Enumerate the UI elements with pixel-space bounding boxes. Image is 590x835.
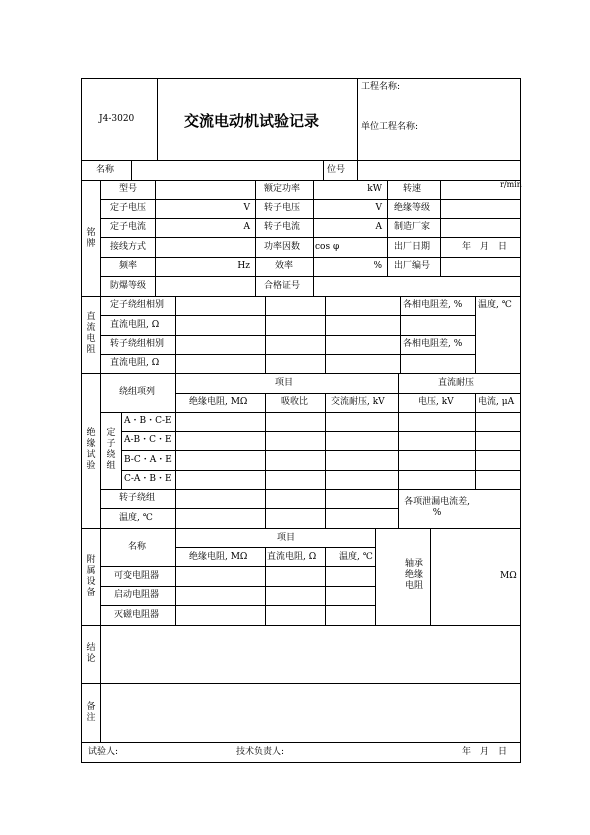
phase-diff-label-2: 各相电阻差, % (403, 339, 463, 349)
stator-row-2: A-B・C・E (124, 435, 172, 445)
voltage-kv-header: 电压, kV (418, 397, 454, 407)
aux-items-label: 项目 (277, 533, 296, 543)
aux-insulation-header: 绝缘电阻, MΩ (189, 552, 248, 562)
remarks-label: 备注 (86, 702, 96, 723)
manufacturer-label: 制造厂家 (394, 222, 431, 232)
starting-resistor-label: 启动电阻器 (114, 590, 160, 600)
project-name-label: 工程名称: (361, 82, 401, 92)
insulation-resistance-header: 绝缘电阻, MΩ (189, 397, 248, 407)
name-label: 名称 (96, 165, 115, 175)
stator-current-label: 定子电流 (110, 222, 147, 232)
stator-winding-label: 定子绕组 (106, 428, 116, 471)
phase-diff-label-1: 各相电阻差, % (403, 300, 463, 310)
unit-project-name-label: 单位工程名称: (361, 122, 419, 132)
kw-unit: kW (367, 184, 382, 194)
absorption-ratio-header: 吸收比 (281, 397, 309, 407)
explosion-class-label: 防爆等级 (110, 281, 147, 291)
connection-label: 接线方式 (110, 242, 147, 252)
v-unit-1: V (243, 203, 250, 213)
form-code: J4-3020 (99, 114, 135, 124)
insulation-temp-label: 温度, ℃ (119, 513, 153, 523)
power-factor-label: 功率因数 (264, 242, 301, 252)
bearing-mohm-unit: MΩ (500, 571, 517, 581)
efficiency-label: 效率 (275, 261, 294, 271)
stator-row-1: A・B・C-E (124, 416, 172, 426)
ac-withstand-header: 交流耐压, kV (331, 397, 385, 407)
dc-resistance-label-1: 直流电阻, Ω (110, 320, 160, 330)
rotor-voltage-label: 转子电压 (264, 203, 301, 213)
stator-phase-label: 定子绕组相别 (110, 300, 165, 310)
leak-diff-label: 各项泄漏电流差, % (404, 497, 470, 518)
rotor-phase-label: 转子绕组相别 (110, 339, 165, 349)
dc-resistance-label-2: 直流电阻, Ω (110, 358, 160, 368)
stator-voltage-label: 定子电压 (110, 203, 147, 213)
insulation-class-label: 绝缘等级 (394, 203, 431, 213)
variable-resistor-label: 可变电阻器 (114, 571, 160, 581)
factory-date-format: 年 月 日 (462, 242, 508, 252)
rated-power-label: 额定功率 (264, 184, 301, 194)
v-unit-2: V (375, 203, 382, 213)
items-label: 项目 (275, 378, 294, 388)
a-unit-1: A (243, 222, 250, 232)
cos-phi-unit: cos φ (315, 242, 340, 252)
position-label: 位号 (327, 165, 346, 175)
bearing-insulation-label: 轴承绝缘电阻 (404, 559, 423, 591)
tester-label: 试验人: (88, 747, 119, 757)
form-title: 交流电动机试验记录 (184, 112, 320, 130)
certificate-label: 合格证号 (264, 281, 301, 291)
model-label: 型号 (119, 184, 138, 194)
aux-dc-res-header: 直流电阻, Ω (267, 552, 317, 562)
conclusion-label: 结论 (86, 643, 96, 664)
serial-no-label: 出厂编号 (394, 261, 431, 271)
hz-unit: Hz (237, 261, 250, 271)
winding-items-label: 绕组项列 (119, 387, 156, 397)
frequency-label: 频率 (119, 261, 138, 271)
aux-temp-header: 温度, ℃ (339, 552, 373, 562)
footer-date: 年 月 日 (462, 747, 508, 757)
stator-row-4: C-A・B・E (124, 474, 172, 484)
rotor-current-label: 转子电流 (264, 222, 301, 232)
insulation-section-label: 绝缘试验 (86, 428, 96, 471)
tech-lead-label: 技术负责人: (236, 747, 285, 757)
factory-date-label: 出厂日期 (394, 242, 431, 252)
aux-name-label: 名称 (128, 542, 147, 552)
dc-temp-label: 温度, ℃ (478, 300, 512, 310)
rpm-unit: r/min (500, 180, 522, 189)
field-discharge-resistor-label: 灭磁电阻器 (114, 610, 160, 620)
a-unit-2: A (375, 222, 382, 232)
dc-withstand-label: 直流耐压 (438, 378, 475, 388)
percent-unit: % (373, 261, 382, 271)
aux-section-label: 附属设备 (86, 555, 96, 598)
rotor-winding-label: 转子绕组 (119, 493, 156, 503)
current-ua-header: 电流, μA (478, 397, 515, 407)
stator-row-3: B-C・A・E (124, 455, 172, 465)
nameplate-section-label: 铭牌 (86, 228, 96, 249)
speed-label: 转速 (403, 184, 422, 194)
dc-section-label: 直流电阻 (86, 312, 96, 355)
